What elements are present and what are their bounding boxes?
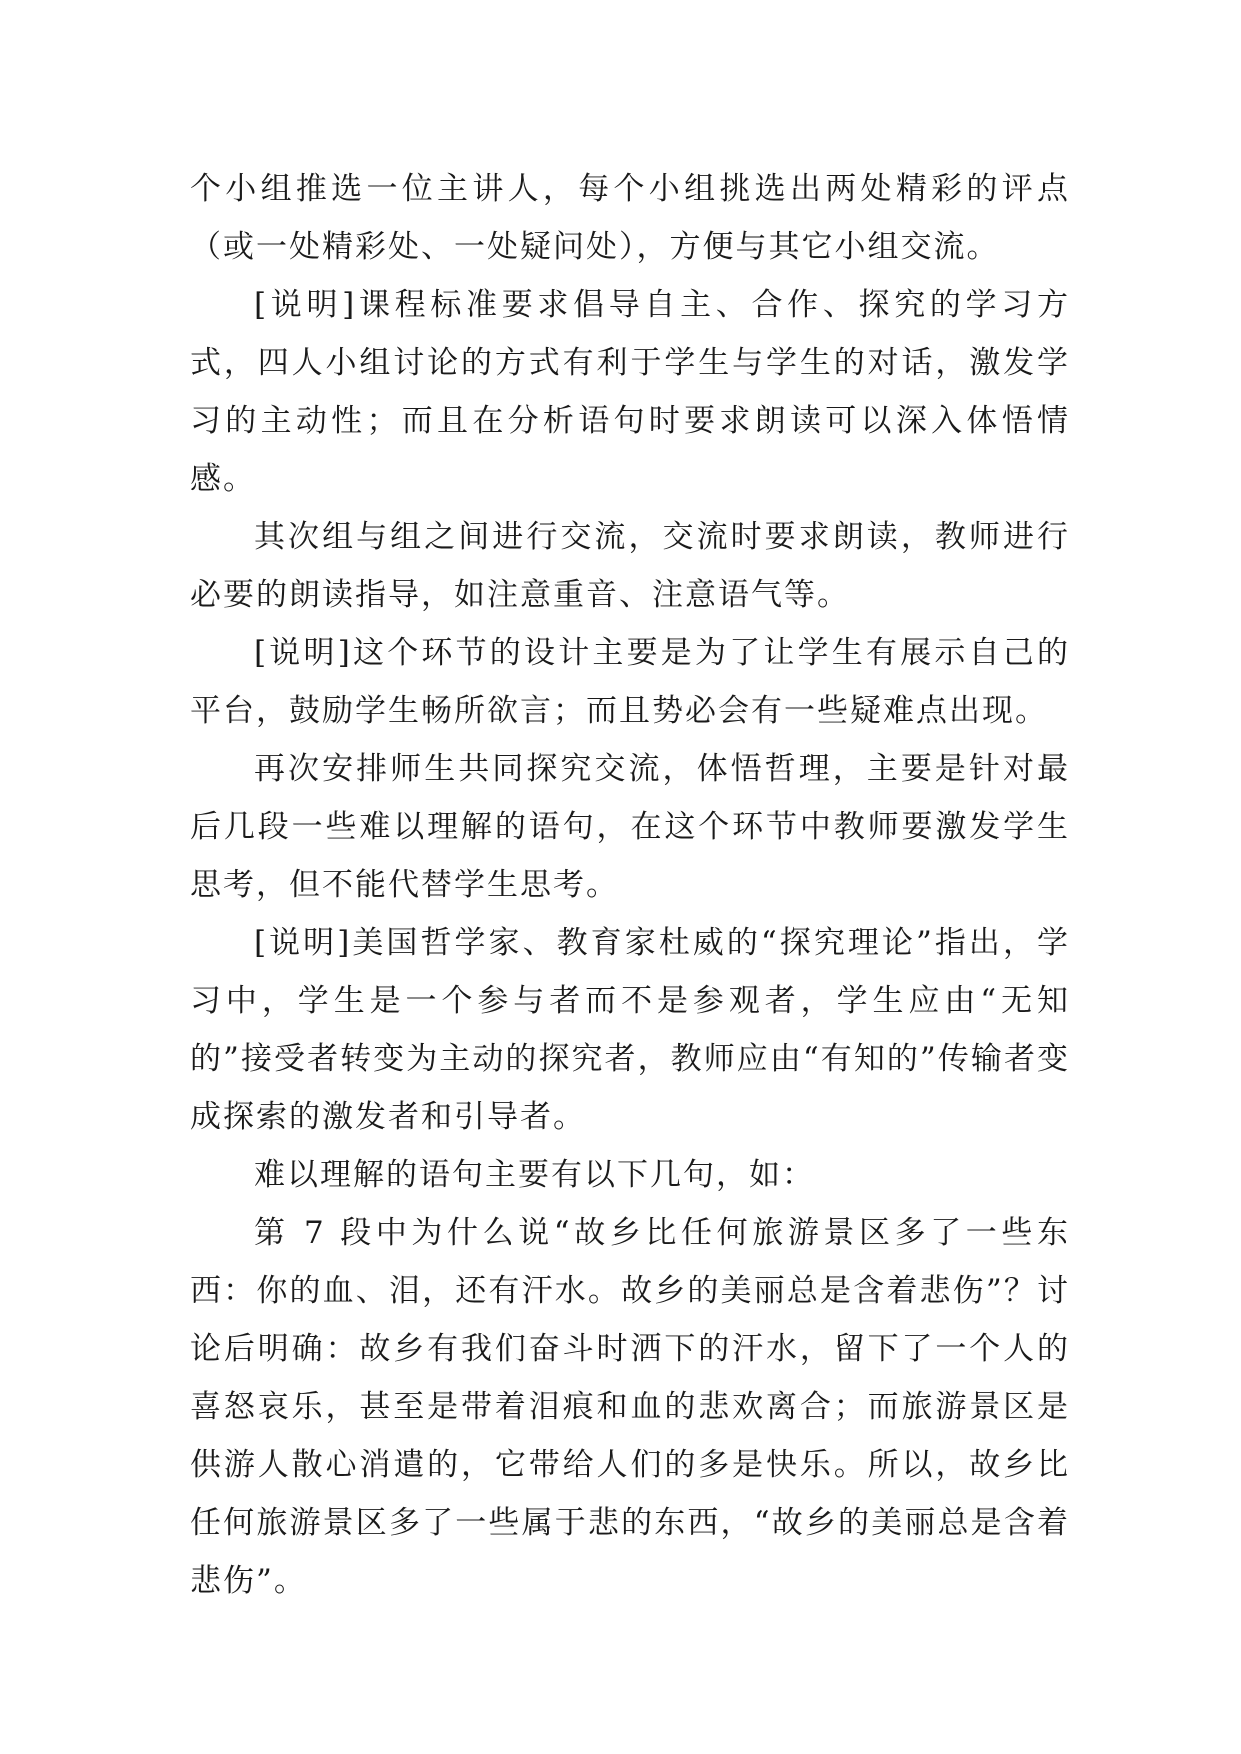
paragraph-joint-inquiry: 再次安排师生共同探究交流，体悟哲理，主要是针对最后几段一些难以理解的语句，在这个环节中教师要激发学生思考，但不能代替学生思考。 — [190, 751, 1070, 903]
paragraph-note-2: [说明]这个环节的设计主要是为了让学生有展示自己的平台，鼓励学生畅所欲言；而且势必会有一些疑难点出现。 — [190, 635, 1070, 729]
document-body — [190, 160, 1070, 1610]
paragraph-group-exchange: 其次组与组之间进行交流，交流时要求朗读，教师进行必要的朗读指导，如注意重音、注意语气等。 — [190, 519, 1070, 613]
paragraph-section-7-discussion: 第 7 段中为什么说“故乡比任何旅游景区多了一些东西：你的血、泪，还有汗水。故乡的美丽总是含着悲伤”？讨论后明确：故乡有我们奋斗时洒下的汗水，留下了一个人的喜怒哀乐，甚至是带着泪痕和血的悲欢离合；而旅游景区是供游人散心消遣的，它带给人们的多是快乐。所以，故乡比任何旅游景区多了一些属于悲的东西，“故乡的美丽总是含着悲伤”。 — [190, 1215, 1070, 1599]
paragraph-note-3: [说明]美国哲学家、教育家杜威的“探究理论”指出，学习中，学生是一个参与者而不是参观者，学生应由“无知的”接受者转变为主动的探究者，教师应由“有知的”传输者变成探索的激发者和引导者。 — [190, 925, 1070, 1135]
paragraph-note-1: [说明]课程标准要求倡导自主、合作、探究的学习方式，四人小组讨论的方式有利于学生与学生的对话，激发学习的主动性；而且在分析语句时要求朗读可以深入体悟情感。 — [190, 287, 1070, 497]
paragraph-difficult-sentences: 难以理解的语句主要有以下几句，如： — [254, 1157, 815, 1193]
paragraph-continuation: 个小组推选一位主讲人，每个小组挑选出两处精彩的评点（或一处精彩处、一处疑问处），方便与其它小组交流。 — [190, 171, 1070, 265]
